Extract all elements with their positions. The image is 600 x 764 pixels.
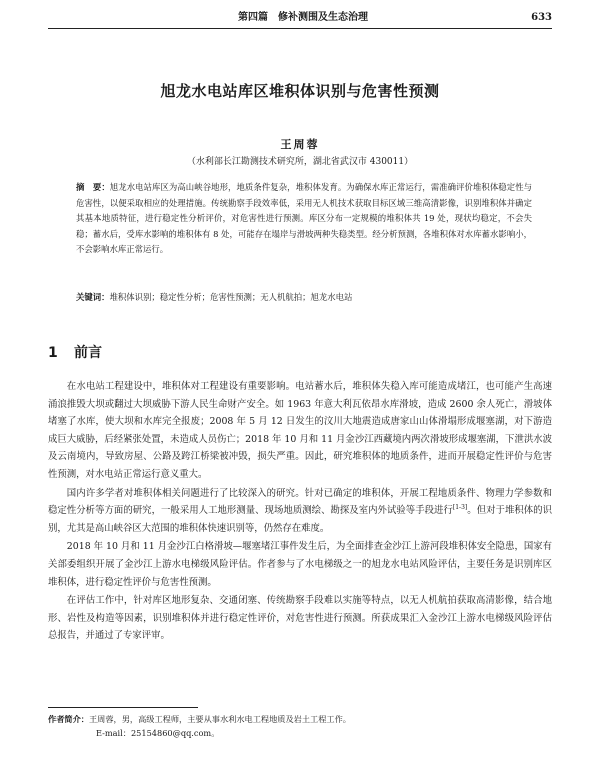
abstract-text: 旭龙水电站库区为高山峡谷地形，地质条件复杂，堆积体发育。为确保水库正常运行，需准确评价堆积体稳定性与危害性，以便采取相应的处理措施。传统勘察手段效率低，采用无人机技术获取目标区域三维高清影像，识别堆积体并确定其基本地质特征，进行稳定性分析评价，对危害性进行预测。库区分布一定规模的堆积体共 19 处，现状均稳定，不会失稳；蓄水后，受库水影响的堆积体有 8 处，可能存在塌岸与滑坡两种失稳类型。经分析预测，各堆积体对水库蓄水影响小，不会影响水库正常运行。 <box>76 182 533 254</box>
body-paragraph <box>48 592 552 645</box>
paragraph-text: 2018 年 10 月和 11 月金沙江白格滑坡—堰塞堵江事件发生后，为全面排查金沙江上游河段堆积体安全隐患，国家有关部委组织开展了金沙江上游水电梯级风险评估。作者参与了水电梯级之一的旭龙水电站风险评估，主要任务是识别库区堆积体，进行稳定性评价与危害性预测。 <box>48 541 552 588</box>
footnote-label: 作者简介： <box>48 714 89 724</box>
running-header-section: 第四篇 修补测围及生态治理 <box>238 12 368 23</box>
body-text <box>48 378 552 646</box>
footnote-divider <box>48 707 198 708</box>
running-header <box>48 8 552 29</box>
body-paragraph <box>48 378 552 484</box>
author-name: 王周蓉 <box>280 138 320 151</box>
footnote-text: 王周蓉，男，高级工程师，主要从事水利水电工程地质及岩土工程工作。 <box>88 714 351 724</box>
author-affiliation: （水利部长江勘测技术研究所，湖北省武汉市 430011） <box>186 157 414 167</box>
paragraph-text: 在评估工作中，针对库区地形复杂、交通闭塞、传统勘察手段难以实施等特点，以无人机航拍获取高清影像，结合地形、岩性及构造等因素，识别堆积体并进行稳定性评价，对危害性进行预测。所获成果汇入金沙江上游水电梯级风险评估总报告，并通过了专家评审。 <box>48 595 552 642</box>
abstract <box>76 180 532 258</box>
author-email: E-mail：25154860@qq.com。 <box>96 728 220 738</box>
keywords-text: 堆积体识别；稳定性分析；危害性预测；无人机航拍；旭龙水电站 <box>109 292 353 302</box>
author-footnote <box>48 712 552 740</box>
citation: [1-3] <box>452 504 468 512</box>
body-paragraph <box>48 485 552 538</box>
paragraph-text: 国内许多学者对堆积体相关问题进行了比较深入的研究。针对已确定的堆积体，开展工程地质条件、物理力学参数和稳定性分析等方面的研究，一般采用人工地形测量、现场地质测绘、勘探及室内外试验等手段进行 <box>48 487 552 517</box>
keywords-label: 关键词： <box>76 292 110 302</box>
paragraph-text: 在水电站工程建设中，堆积体对工程建设有重要影响。电站蓄水后，堆积体失稳入库可能造成堵江，也可能产生高速涌浪推毁大坝或翻过大坝威胁下游人民生命财产安全。如 1963 年意大利瓦依昂水库滑坡，造成 2600 余人死亡，滑坡体堵塞了水库，使大坝和水库完全报废；2008 年 5 月 12 日发生的汶川大地震造成唐家山山体滑塌形成堰塞湖，对下游造成巨大威胁，后经紧张处置，未造成人员伤亡；2018 年 10 月和 11 月金沙江西藏境内两次滑坡形成堰塞湖，下泄洪水波及云南境内，导致房屋、公路及跨江桥梁被冲毁，损失严重。因此，研究堆积体的地质条件，进而开展稳定性评价与危害性预测，对水电站正常运行意义重大。 <box>48 381 552 480</box>
paragraph-text: 。但对于堆积体的识别，尤其是高山峡谷区大范围的堆积体快速识别等，仍然存在难度。 <box>48 505 552 534</box>
page-number: 633 <box>531 12 552 23</box>
section-number: 1 <box>48 345 58 361</box>
section-title: 前言 <box>74 345 102 361</box>
body-paragraph <box>48 538 552 591</box>
paper-title: 旭龙水电站库区堆积体识别与危害性预测 <box>160 82 440 100</box>
abstract-label: 摘 要： <box>76 182 110 192</box>
section-heading <box>48 342 102 362</box>
keywords <box>76 290 532 305</box>
